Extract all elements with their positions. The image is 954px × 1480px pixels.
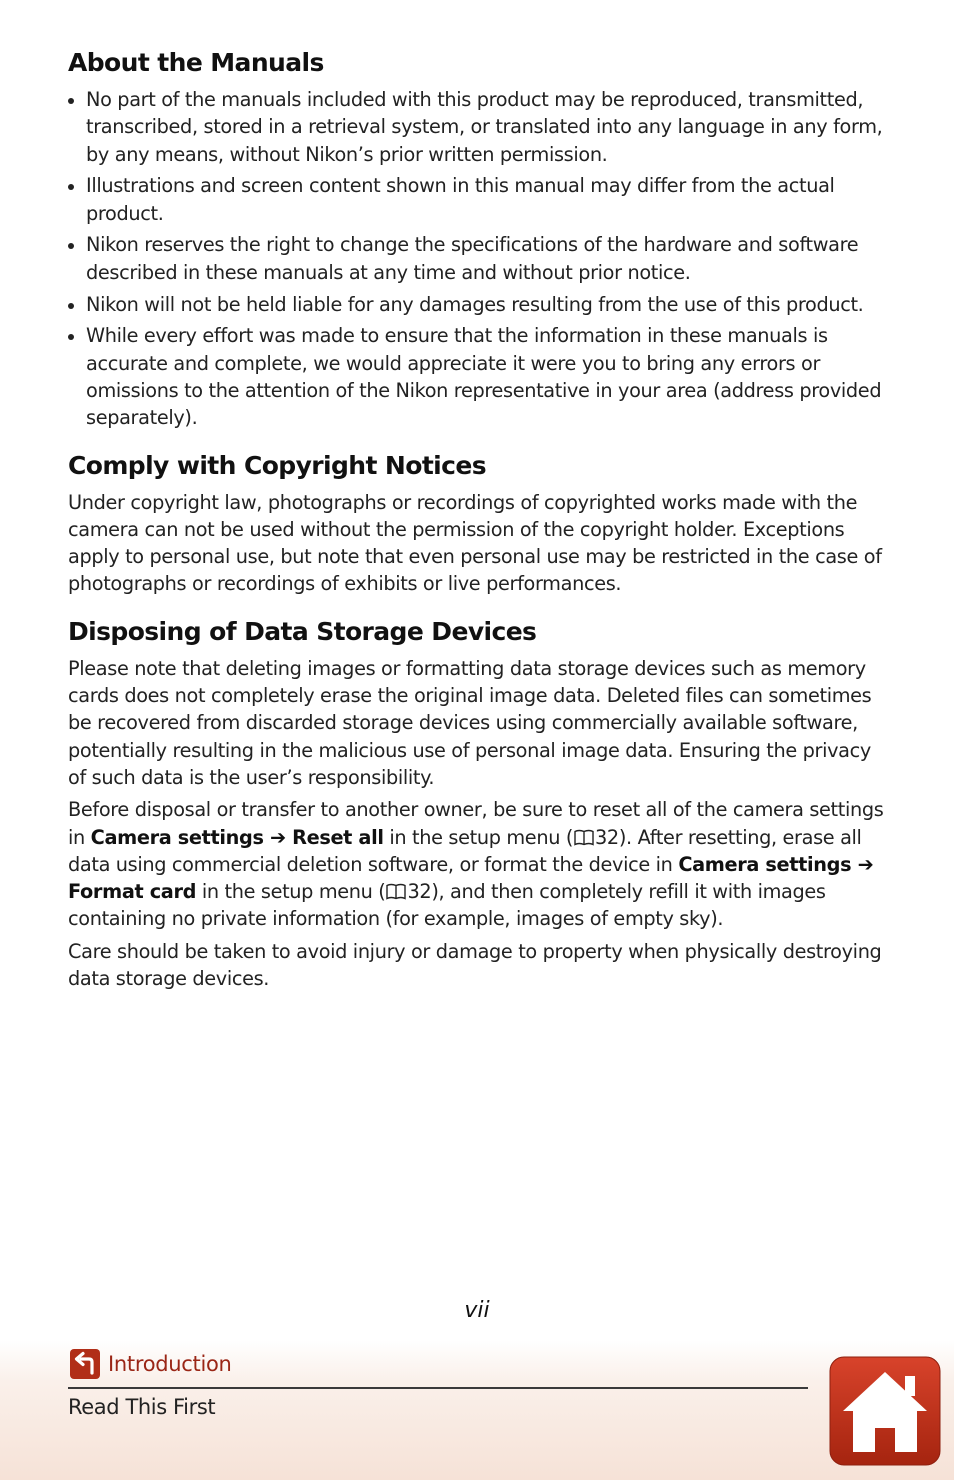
footer-divider <box>68 1387 808 1389</box>
book-icon <box>574 829 594 846</box>
list-item: Nikon reserves the right to change the specifications of the hardware and software described in these manuals at any time and without prior notice. <box>68 231 888 286</box>
section-heading: About the Manuals <box>68 48 324 77</box>
paragraph: Under copyright law, photographs or recordings of copyrighted works made with the camera can not be used without the permission of the copyright holder. Exceptions apply to personal use, but note that even personal use may be restricted in the case of photographs or recordings of exhibits or live performances. <box>68 490 882 596</box>
breadcrumb: Read This First <box>68 1395 216 1419</box>
page-reference[interactable]: 32 <box>407 880 432 904</box>
list-item: No part of the manuals included with this product may be reproduced, transmitted, transcribed, stored in a retrieval system, or translated into any language in any form, by any means, without Nikon’s prior written permission. <box>68 86 888 168</box>
page-content <box>68 44 888 997</box>
list-item: While every effort was made to ensure that the information in these manuals is accurate and complete, we would appreciate it were you to bring any errors or omissions to the attention of the Nikon representative in your area (address provided separately). <box>68 322 888 431</box>
arrow-glyph: ➔ <box>851 852 874 876</box>
paragraph: Care should be taken to avoid injury or damage to property when physically destroying data storage devices. <box>68 939 882 991</box>
paragraph <box>68 796 888 932</box>
text-run: in the setup menu ( <box>196 880 386 904</box>
back-arrow-icon <box>70 1349 100 1379</box>
back-link-label: Introduction <box>108 1352 232 1376</box>
arrow-glyph: ➔ <box>263 825 293 849</box>
page-reference[interactable]: 32 <box>595 825 619 849</box>
section-heading: Comply with Copyright Notices <box>68 450 486 480</box>
menu-path-text: Reset all <box>292 825 384 849</box>
list-item: Nikon will not be held liable for any damages resulting from the use of this product. <box>68 291 888 318</box>
back-link[interactable] <box>70 1348 232 1380</box>
menu-path-text: Camera settings <box>90 825 264 849</box>
text-run: ), and then completely refill it with images containing no private information (for example, images of empty sky). <box>68 880 826 931</box>
text-run: Before disposal or transfer to another owner, be sure to reset all of the camera settings in <box>68 798 884 849</box>
section-disposal <box>68 613 888 993</box>
section-about-manuals <box>68 44 888 432</box>
home-button[interactable] <box>829 1356 941 1466</box>
text-run: in the setup menu ( <box>383 825 574 849</box>
list-item: Illustrations and screen content shown in this manual may differ from the actual product. <box>68 172 888 227</box>
menu-path-text: Format card <box>68 880 197 904</box>
section-copyright <box>68 447 888 598</box>
section-heading: Disposing of Data Storage Devices <box>68 616 537 646</box>
menu-path-text: Camera settings <box>678 852 852 876</box>
page-number: vii <box>464 1298 490 1323</box>
text-run: ). After resetting, erase all data using commercial deletion software, or format the device in <box>68 825 862 876</box>
book-icon <box>386 883 406 900</box>
bullet-list <box>68 86 888 432</box>
paragraph: Please note that deleting images or formatting data storage devices such as memory cards does not completely erase the original image data. Deleted files can sometimes be recovered from discarded storage devices using commercially available software, potentially resulting in the malicious use of personal image data. Ensuring the privacy of such data is the user’s responsibility. <box>68 656 872 789</box>
